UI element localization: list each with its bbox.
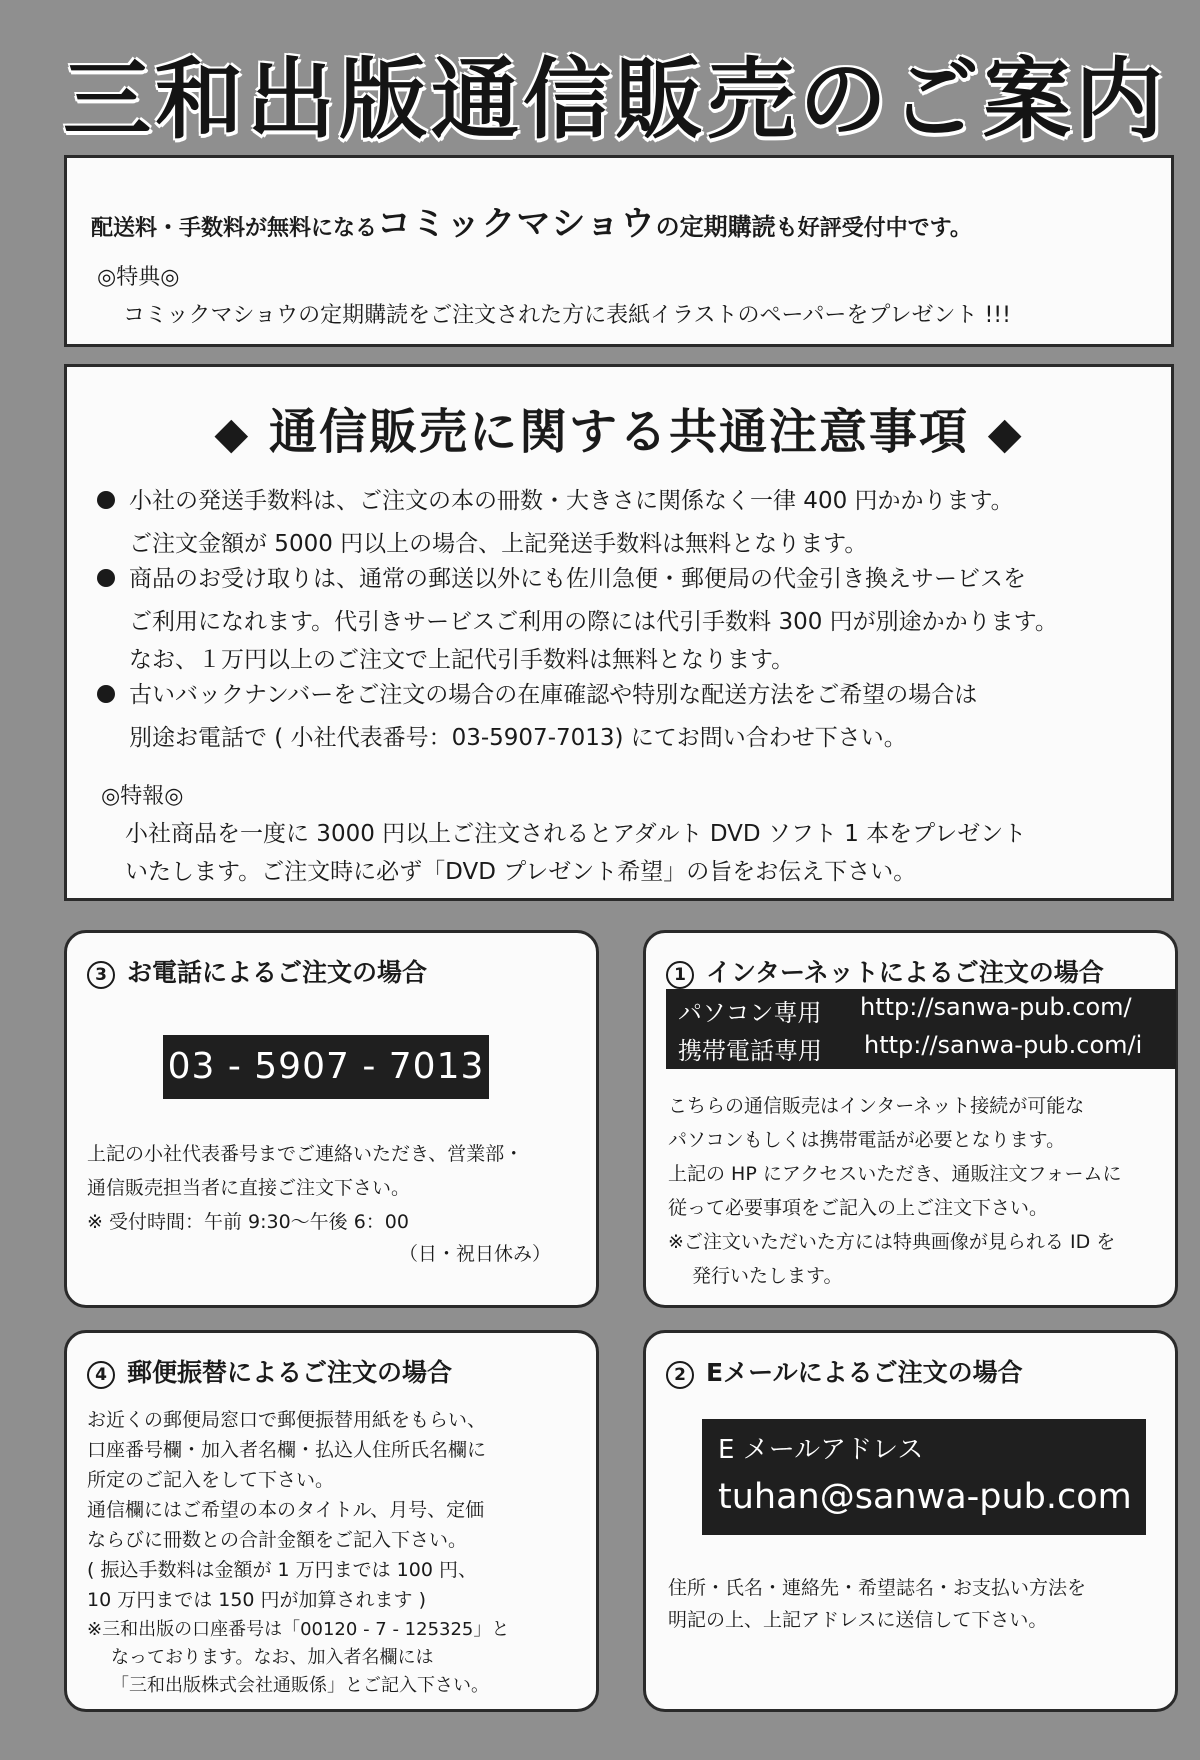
subscription-headline <box>91 196 972 245</box>
postal-order-title: 4 郵便振替によるご注文の場合 <box>87 1353 452 1389</box>
notice-bullet-2-line-2: ご利用になれます。代引きサービスご利用の際には代引手数料 300 円が別途かかります。 <box>129 609 1058 635</box>
email-order-title: 2 Eメールによるご注文の場合 <box>666 1353 1023 1389</box>
mobile-url-link[interactable]: http://sanwa-pub.com/i <box>864 1031 1143 1059</box>
page-title: 三和出版通信販売のご案内 <box>62 47 1167 151</box>
internet-order-title: 1 インターネットによるご注文の場合 <box>666 953 1104 989</box>
email-address-label: E メールアドレス <box>718 1435 924 1465</box>
phone-order-card <box>64 930 599 1308</box>
bullet-icon <box>97 491 115 509</box>
postal-text-6: ( 振込手数料は金額が 1 万円までは 100 円、 <box>87 1559 477 1581</box>
mobile-url-label: 携帯電話専用 <box>678 1037 822 1065</box>
internet-text-1: こちらの通信販売はインターネット接続が可能な <box>668 1095 1085 1117</box>
postal-text-5: ならびに冊数との合計金額をご記入下さい。 <box>87 1529 468 1551</box>
phone-order-title: 3 お電話によるご注文の場合 <box>87 953 427 989</box>
email-address-block <box>702 1419 1146 1535</box>
phone-holidays: （日・祝日休み） <box>399 1243 552 1265</box>
diamond-icon-right: ◆ <box>987 408 1024 459</box>
subscription-mid: の定期購読 <box>655 213 776 241</box>
internet-text-3: 上記の HP にアクセスいただき、通販注文フォームに <box>668 1163 1122 1185</box>
postal-text-1: お近くの郵便局窓口で郵便振替用紙をもらい、 <box>87 1409 487 1431</box>
email-address-link[interactable]: tuhan@sanwa-pub.com <box>718 1477 1132 1517</box>
subscription-post: も好評受付中です。 <box>775 216 972 241</box>
step-number-badge: 3 <box>87 961 115 989</box>
phone-text-2: 通信販売担当者に直接ご注文下さい。 <box>87 1177 411 1199</box>
bullet-icon <box>97 685 115 703</box>
mobile-url-row <box>678 1031 1143 1066</box>
postal-text-9: なっております。なお、加入者名欄には <box>111 1647 434 1668</box>
step-number-badge: 4 <box>87 1361 115 1389</box>
subscription-brand: コミックマショウ <box>377 204 656 244</box>
pc-url-label: パソコン専用 <box>678 999 822 1027</box>
phone-text-1: 上記の小社代表番号までご連絡いただき、営業部・ <box>87 1143 524 1165</box>
postal-text-3: 所定のご記入をして下さい。 <box>87 1469 335 1491</box>
notice-bullet-1-line-2: ご注文金額が 5000 円以上の場合、上記発送手数料は無料となります。 <box>129 531 868 557</box>
tokuho-line-2: いたします。ご注文時に必ず「DVD プレゼント希望」の旨をお伝え下さい。 <box>125 859 917 885</box>
postal-order-card <box>64 1330 599 1712</box>
pc-url-link[interactable]: http://sanwa-pub.com/ <box>860 993 1132 1021</box>
pc-url-row <box>678 993 1132 1028</box>
phone-number: 03 - 5907 - 7013 <box>163 1035 489 1099</box>
postal-text-7: 10 万円までは 150 円が加算されます ) <box>87 1589 427 1611</box>
subscription-box <box>64 155 1174 347</box>
notice-box <box>64 364 1174 901</box>
perk-text: コミックマショウの定期購読をご注文された方に表紙イラストのペーパーをプレゼント !!! <box>123 303 1011 328</box>
postal-text-2: 口座番号欄・加入者名欄・払込人住所氏名欄に <box>87 1439 487 1461</box>
postal-account-note: ※三和出版の口座番号は「00120 - 7 - 125325」と <box>87 1619 510 1640</box>
notice-bullet-3: 古いバックナンバーをご注文の場合の在庫確認や特別な配送方法をご希望の場合は <box>97 677 977 714</box>
postal-text-10: 「三和出版株式会社通販係」とご記入下さい。 <box>111 1675 489 1696</box>
notice-bullet-1: 小社の発送手数料は、ご注文の本の冊数・大きさに関係なく一律 400 円かかります。 <box>97 483 1014 520</box>
internet-text-2: パソコンもしくは携帯電話が必要となります。 <box>668 1129 1066 1151</box>
internet-text-4: 従って必要事項をご記入の上ご注文下さい。 <box>668 1197 1049 1219</box>
phone-hours: ※ 受付時間：午前 9:30～午後 6：00 <box>87 1211 409 1233</box>
tokuho-label: ◎特報◎ <box>101 784 184 809</box>
notice-title-text: 通信販売に関する共通注意事項 <box>268 404 969 460</box>
internet-text-5: ※ご注文いただいた方には特典画像が見られる ID を <box>668 1231 1116 1253</box>
postal-text-4: 通信欄にはご希望の本のタイトル、月号、定価 <box>87 1499 485 1521</box>
email-text-2: 明記の上、上記アドレスに送信して下さい。 <box>668 1609 1048 1631</box>
bullet-icon <box>97 569 115 587</box>
email-order-card <box>643 1330 1178 1712</box>
step-number-badge: 2 <box>666 1361 694 1389</box>
url-block <box>666 989 1176 1069</box>
internet-text-6: 発行いたします。 <box>692 1265 843 1287</box>
perk-label: ◎特典◎ <box>97 265 180 290</box>
tokuho-line-1: 小社商品を一度に 3000 円以上ご注文されるとアダルト DVD ソフト 1 本をプレゼント <box>125 821 1027 847</box>
notice-title <box>67 393 1171 462</box>
step-number-badge: 1 <box>666 961 694 989</box>
email-text-1: 住所・氏名・連絡先・希望誌名・お支払い方法を <box>668 1577 1087 1599</box>
internet-order-card <box>643 930 1178 1308</box>
diamond-icon-left: ◆ <box>214 408 251 459</box>
notice-bullet-3-line-2: 別途お電話で ( 小社代表番号：03-5907-7013) にてお問い合わせ下さい。 <box>129 725 907 751</box>
notice-bullet-2-line-3: なお、１万円以上のご注文で上記代引手数料は無料となります。 <box>129 647 795 673</box>
subscription-pre: 配送料・手数料が無料になる <box>91 216 378 241</box>
notice-bullet-2: 商品のお受け取りは、通常の郵送以外にも佐川急便・郵便局の代金引き換えサービスを <box>97 561 1026 598</box>
